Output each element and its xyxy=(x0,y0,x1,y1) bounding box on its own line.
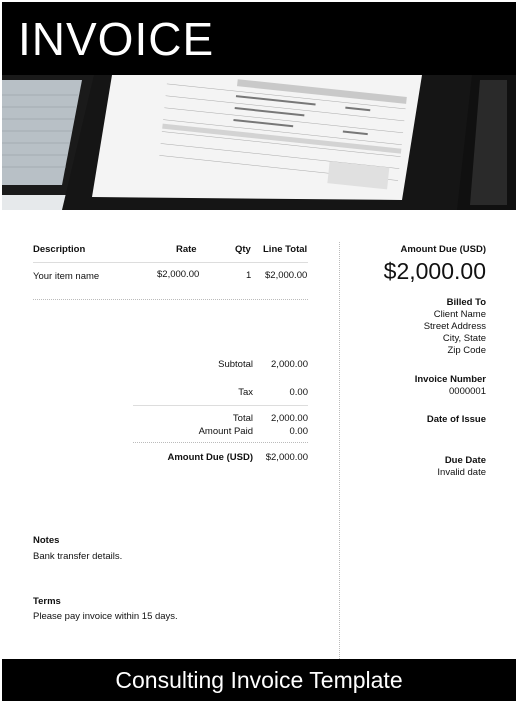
billed-to-label: Billed To xyxy=(446,297,486,308)
totals-rule xyxy=(133,405,308,406)
date-of-issue-label: Date of Issue xyxy=(426,414,486,425)
notes-label: Notes xyxy=(33,535,60,546)
hero-image xyxy=(2,75,516,210)
notes-text: Bank transfer details. xyxy=(33,551,123,562)
terms-text: Please pay invoice within 15 days. xyxy=(33,611,178,622)
invoice-title: INVOICE xyxy=(18,13,215,65)
due-date-label: Due Date xyxy=(444,455,486,466)
invoice-number-label: Invoice Number xyxy=(414,374,486,385)
due-date-value: Invalid date xyxy=(437,467,486,478)
item-rule xyxy=(33,299,308,300)
qty-header: Qty xyxy=(235,244,251,255)
tax-value: 0.00 xyxy=(289,387,308,398)
amount-paid-label: Amount Paid xyxy=(198,426,253,437)
city-state: City, State xyxy=(442,333,486,344)
invoice-number-value: 0000001 xyxy=(449,386,486,397)
billed-to-block xyxy=(424,297,486,357)
header-rule xyxy=(33,262,308,263)
rate-header: Rate xyxy=(176,244,197,255)
invoice-number-block xyxy=(415,374,486,398)
date-of-issue-block xyxy=(427,414,486,426)
invoice-page xyxy=(2,2,516,701)
amount-due-value: $2,000.00 xyxy=(265,452,308,463)
amount-due-label: Amount Due (USD) xyxy=(167,452,253,463)
summary-amount-due xyxy=(384,244,486,284)
total-value: 2,000.00 xyxy=(271,413,308,424)
due-date-block xyxy=(437,455,486,479)
amount-paid-value: 0.00 xyxy=(289,426,308,437)
summary-amount-due-label: Amount Due (USD) xyxy=(400,244,486,255)
monitor-photo xyxy=(2,75,516,210)
header-bar xyxy=(2,2,516,75)
footer-bar xyxy=(2,659,516,701)
item-description: Your item name xyxy=(33,271,100,282)
zip-code: Zip Code xyxy=(447,345,486,356)
client-name: Client Name xyxy=(433,309,486,320)
total-label: Total xyxy=(232,413,253,424)
column-divider xyxy=(339,242,340,659)
summary-amount-due-value: $2,000.00 xyxy=(383,258,486,284)
item-line-total: $2,000.00 xyxy=(265,270,308,281)
item-rate: $2,000.00 xyxy=(157,269,200,280)
footer-title: Consulting Invoice Template xyxy=(115,667,403,693)
line-total-header: Line Total xyxy=(263,244,308,255)
description-header: Description xyxy=(33,244,86,255)
terms-label: Terms xyxy=(33,596,61,607)
subtotal-value: 2,000.00 xyxy=(271,359,308,370)
item-qty: 1 xyxy=(246,270,252,281)
subtotal-label: Subtotal xyxy=(218,359,253,370)
tax-label: Tax xyxy=(238,387,253,398)
amount-due-rule xyxy=(133,442,308,443)
street-address: Street Address xyxy=(423,321,486,332)
invoice-body xyxy=(2,210,516,659)
